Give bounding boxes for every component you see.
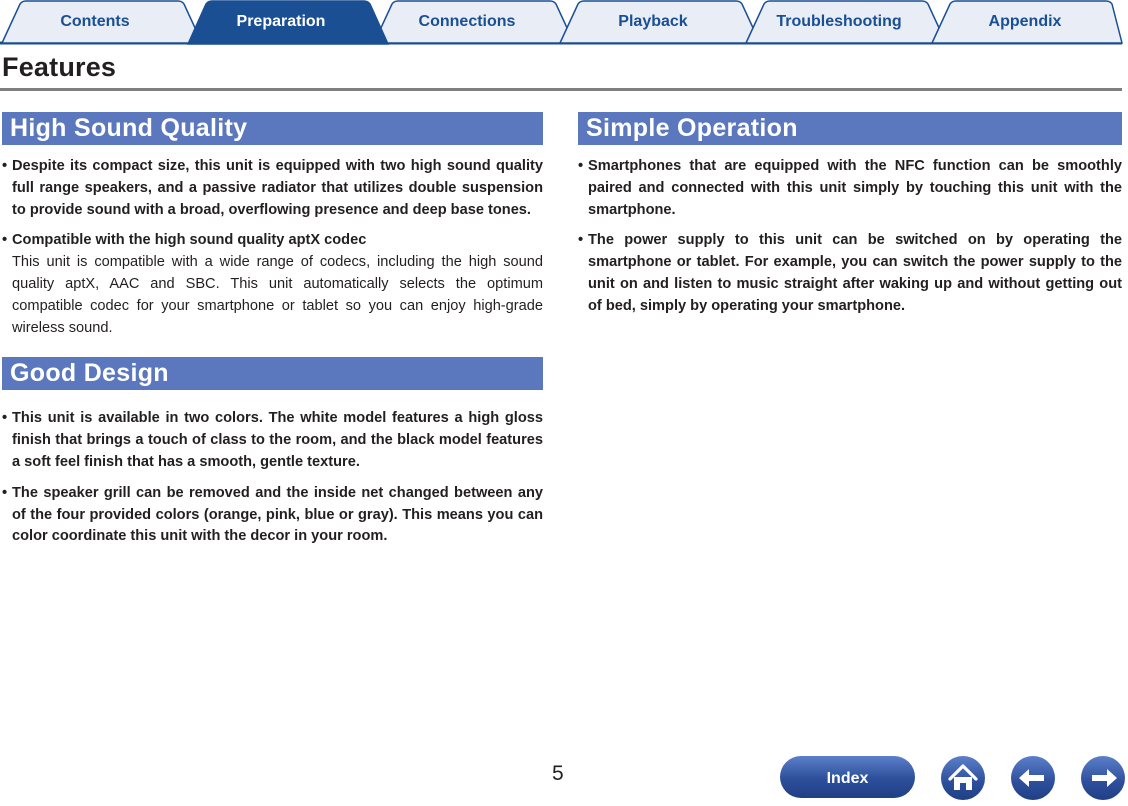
- bullet-dot: •: [2, 484, 8, 501]
- tab-bar: [0, 0, 1128, 46]
- section-heading-high-sound-quality: High Sound Quality: [2, 112, 543, 145]
- tab-troubleshooting[interactable]: Troubleshooting: [776, 13, 902, 30]
- bullet-bold-text: Compatible with the high sound quality aptX codec: [12, 232, 367, 249]
- title-divider: [0, 88, 1122, 91]
- arrow-left-icon: [1010, 755, 1056, 801]
- tab-playback[interactable]: Playback: [618, 13, 688, 30]
- tab-connections[interactable]: Connections: [418, 13, 516, 30]
- arrow-right-icon: [1080, 755, 1126, 801]
- bullet-bold-text: The power supply to this unit can be switched on by operating the smartphone or tablet. For example, you can switch the power supply to the unit on and listen to music straight after waking up and without getting out of bed, simply by operating your smartphone.: [588, 232, 1122, 314]
- list-item: [578, 230, 1122, 317]
- list-item: [2, 408, 543, 473]
- bullet-dot: •: [2, 410, 8, 427]
- section-heading-simple-operation: Simple Operation: [578, 112, 1122, 145]
- home-icon: [940, 755, 986, 801]
- bullet-bold-text: Smartphones that are equipped with the NFC function can be smoothly paired and connected with this unit simply by touching this unit with the smartphone.: [588, 158, 1122, 218]
- tab-preparation[interactable]: Preparation: [236, 13, 326, 30]
- high-sound-quality-list: [2, 156, 543, 339]
- bullet-dot: •: [2, 158, 8, 174]
- home-button[interactable]: [940, 755, 986, 801]
- tab-appendix[interactable]: Appendix: [988, 13, 1062, 30]
- bullet-bold-text: Despite its compact size, this unit is equipped with two high sound quality full range speakers, and a passive radiator that utilizes double suspension to provide sound with a broad, overflowing presence and deep base tones.: [12, 158, 543, 218]
- bullet-bold-text: This unit is available in two colors. The white model features a high gloss finish that brings a touch of class to the room, and the black model features a soft feel finish that has a smooth, gentle texture.: [12, 410, 543, 470]
- page-title: Features: [2, 52, 117, 82]
- list-item: [2, 483, 543, 548]
- section-heading-good-design: Good Design: [2, 357, 543, 390]
- list-item: [2, 156, 543, 221]
- bullet-dot: •: [578, 232, 584, 249]
- good-design-list: [2, 408, 543, 548]
- list-item: [2, 230, 543, 339]
- list-item: [578, 156, 1122, 221]
- tab-contents[interactable]: Contents: [60, 13, 130, 30]
- forward-button[interactable]: [1080, 755, 1126, 801]
- left-column: [2, 112, 543, 548]
- index-button[interactable]: Index: [780, 756, 915, 798]
- page-number: 5: [552, 762, 564, 785]
- bullet-bold-text: The speaker grill can be removed and the inside net changed between any of the four provided colors (orange, pink, blue or gray). This means you can color coordinate this unit with the decor in your room.: [12, 484, 543, 545]
- right-column: [578, 112, 1122, 318]
- bullet-dot: •: [578, 158, 584, 174]
- bullet-dot: •: [2, 232, 8, 249]
- back-button[interactable]: [1010, 755, 1056, 801]
- simple-operation-list: [578, 156, 1122, 318]
- bullet-body-text: This unit is compatible with a wide range of codecs, including the high sound quality aptX, AAC and SBC. This unit automatically selects the optimum compatible codec for your smartphone or tablet so you can enjoy high-grade wireless sound.: [12, 254, 543, 336]
